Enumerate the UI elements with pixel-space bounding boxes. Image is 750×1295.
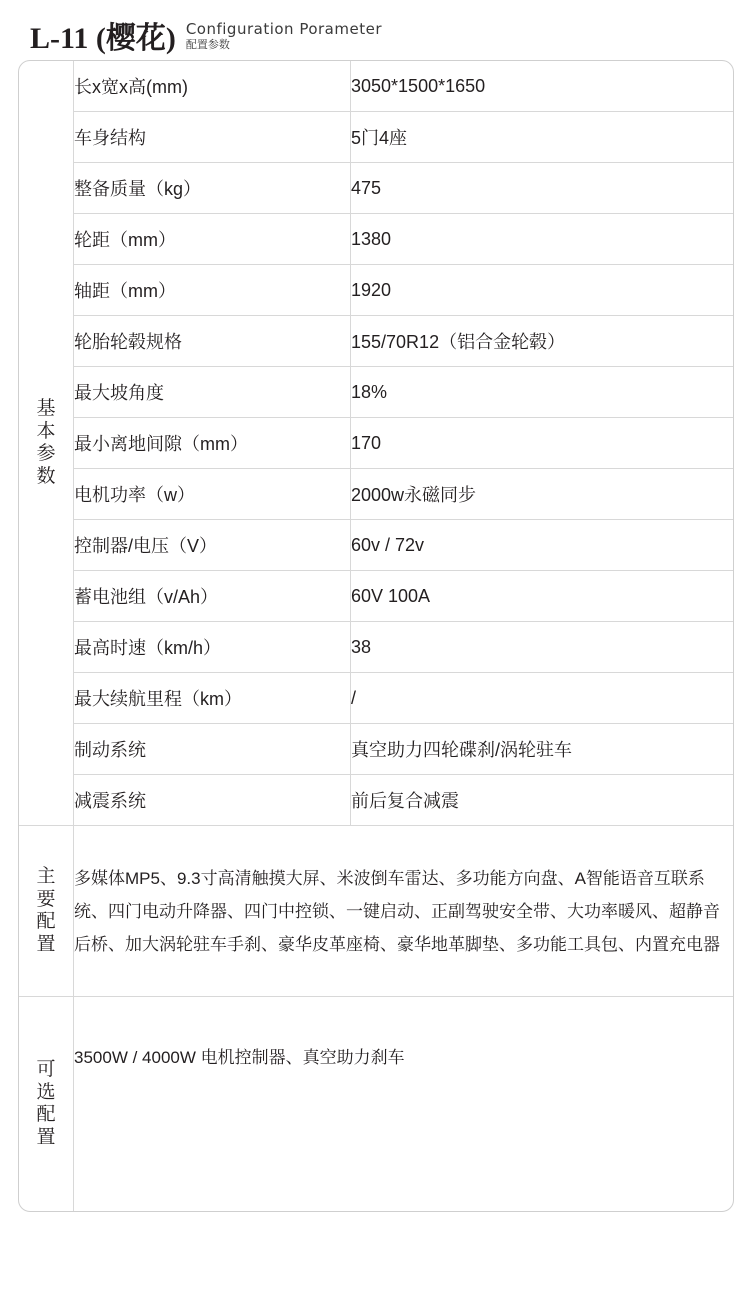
title-chinese: 配置参数 [185, 37, 230, 51]
spec-value: 真空助力四轮碟刹/涡轮驻车 [351, 724, 734, 775]
spec-label: 轮胎轮毂规格 [74, 316, 351, 367]
category-basic-params [19, 61, 74, 826]
table-row [19, 775, 733, 826]
spec-label: 最高时速（km/h） [74, 622, 351, 673]
spec-label: 最大续航里程（km） [74, 673, 351, 724]
table-row [19, 826, 733, 997]
spec-value: 60v / 72v [351, 520, 734, 571]
spec-label: 轮距（mm） [74, 214, 351, 265]
table-row [19, 520, 733, 571]
table-row [19, 112, 733, 163]
spec-table-container [18, 60, 734, 1212]
spec-value: 38 [351, 622, 734, 673]
table-row [19, 316, 733, 367]
spec-label: 控制器/电压（V） [74, 520, 351, 571]
title-subtext [186, 22, 382, 54]
spec-label: 车身结构 [74, 112, 351, 163]
optional-config-text: 3500W / 4000W 电机控制器、真空助力刹车 [74, 997, 734, 1212]
category-basic-params-label: 基本参数 [36, 398, 56, 487]
spec-value: 3050*1500*1650 [351, 61, 734, 112]
table-row [19, 418, 733, 469]
spec-label: 轴距（mm） [74, 265, 351, 316]
spec-label: 蓄电池组（v/Ah） [74, 571, 351, 622]
table-row [19, 265, 733, 316]
table-row [19, 367, 733, 418]
spec-label: 减震系统 [74, 775, 351, 826]
category-main-config [19, 826, 74, 997]
model-title: L-11 (樱花) [30, 22, 176, 56]
category-optional-config-label: 可选配置 [36, 1059, 56, 1148]
spec-label: 最小离地间隙（mm） [74, 418, 351, 469]
table-row [19, 724, 733, 775]
title-english: Configuration Porameter [185, 20, 382, 38]
spec-value: 1380 [351, 214, 734, 265]
spec-value: 60V 100A [351, 571, 734, 622]
spec-value: 2000w永磁同步 [351, 469, 734, 520]
spec-value: / [351, 673, 734, 724]
table-row [19, 622, 733, 673]
spec-value: 475 [351, 163, 734, 214]
spec-value: 1920 [351, 265, 734, 316]
spec-label: 电机功率（w） [74, 469, 351, 520]
spec-label: 最大坡角度 [74, 367, 351, 418]
table-row [19, 61, 733, 112]
spec-value: 170 [351, 418, 734, 469]
spec-table [19, 61, 733, 1211]
table-row [19, 673, 733, 724]
spec-value: 前后复合减震 [351, 775, 734, 826]
table-row [19, 469, 733, 520]
spec-label: 整备质量（kg） [74, 163, 351, 214]
spec-label: 长x宽x高(mm) [74, 61, 351, 112]
table-row [19, 214, 733, 265]
category-main-config-label: 主要配置 [36, 866, 56, 955]
page-header [18, 0, 732, 60]
spec-label: 制动系统 [74, 724, 351, 775]
main-config-text: 多媒体MP5、9.3寸高清触摸大屏、米波倒车雷达、多功能方向盘、A智能语音互联系统、四门电动升降器、四门中控锁、一键启动、正副驾驶安全带、大功率暖风、超静音后桥、加大涡轮驻车手刹、豪华皮革座椅、豪华地革脚垫、多功能工具包、内置充电器 [74, 826, 734, 997]
spec-value: 5门4座 [351, 112, 734, 163]
table-row [19, 997, 733, 1212]
table-row [19, 571, 733, 622]
category-optional-config [19, 997, 74, 1212]
spec-value: 18% [351, 367, 734, 418]
spec-value: 155/70R12（铝合金轮毂） [351, 316, 734, 367]
table-row [19, 163, 733, 214]
